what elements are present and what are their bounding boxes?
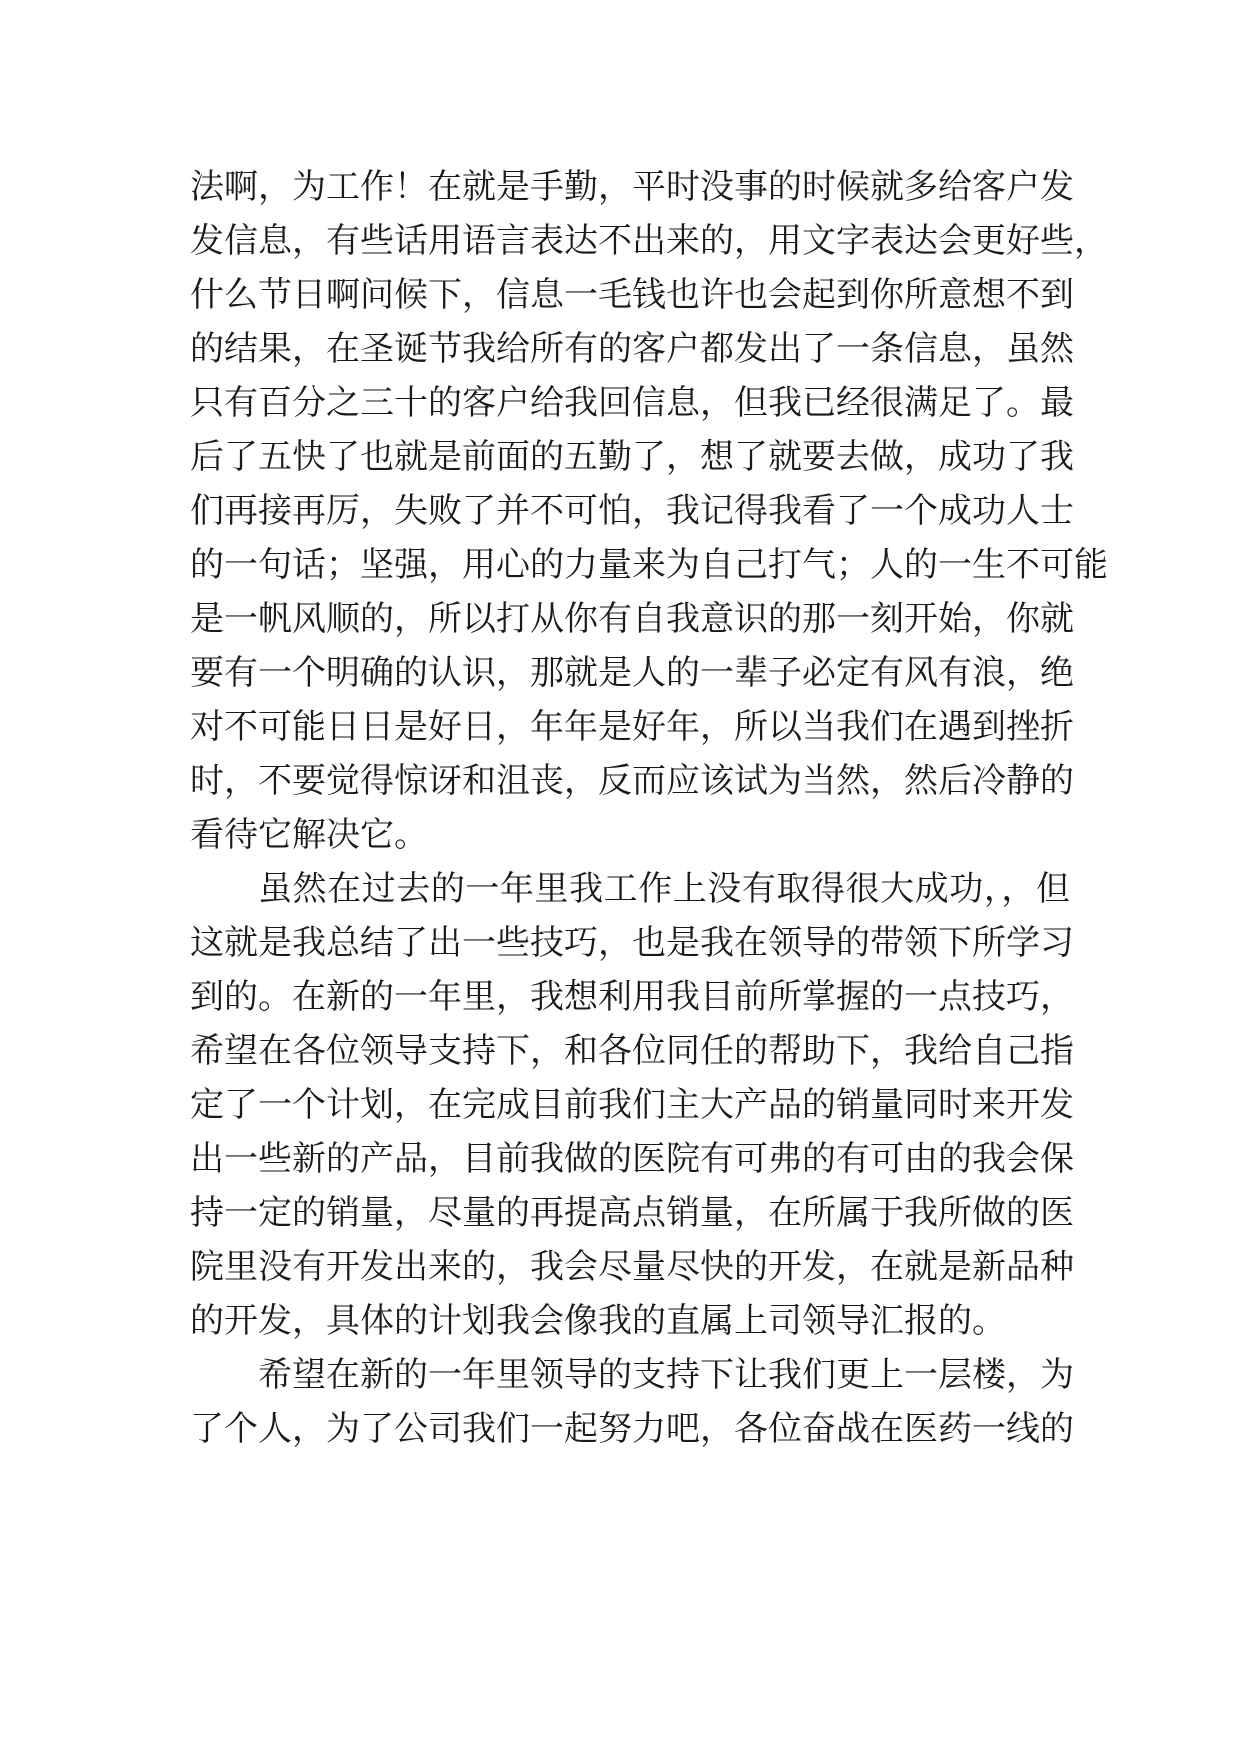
text-line: 是一帆风顺的，所以打从你有自我意识的那一刻开始，你就 — [190, 599, 1074, 639]
text-line: 出一些新的产品，目前我做的医院有可弗的有可由的我会保 — [190, 1139, 1074, 1179]
text-line: 了个人，为了公司我们一起努力吧，各位奋战在医药一线的 — [190, 1409, 1074, 1449]
text-line: 虽然在过去的一年里我工作上没有取得很大成功，，但 — [258, 869, 1070, 909]
text-line: 法啊，为工作！在就是手勤，平时没事的时候就多给客户发 — [190, 167, 1074, 207]
text-line: 时，不要觉得惊讶和沮丧，反而应该试为当然，然后冷静的 — [190, 761, 1074, 801]
text-line: 后了五快了也就是前面的五勤了，想了就要去做，成功了我 — [190, 437, 1074, 477]
text-line: 看待它解决它。 — [190, 815, 428, 855]
text-line: 的开发，具体的计划我会像我的直属上司领导汇报的。 — [190, 1301, 1006, 1341]
text-line: 这就是我总结了出一些技巧，也是我在领导的带领下所学习 — [190, 923, 1074, 963]
text-line: 的结果，在圣诞节我给所有的客户都发出了一条信息，虽然 — [190, 329, 1074, 369]
text-line: 希望在各位领导支持下，和各位同任的帮助下，我给自己指 — [190, 1031, 1074, 1071]
text-line: 持一定的销量，尽量的再提高点销量，在所属于我所做的医 — [190, 1193, 1074, 1233]
text-line: 发信息，有些话用语言表达不出来的，用文字表达会更好些， — [190, 221, 1108, 261]
text-line: 院里没有开发出来的，我会尽量尽快的开发，在就是新品种 — [190, 1247, 1074, 1287]
text-line: 定了一个计划，在完成目前我们主大产品的销量同时来开发 — [190, 1085, 1074, 1125]
text-line: 的一句话；坚强，用心的力量来为自己打气；人的一生不可能 — [190, 545, 1108, 585]
text-line: 要有一个明确的认识，那就是人的一辈子必定有风有浪，绝 — [190, 653, 1074, 693]
text-line: 到的。在新的一年里，我想利用我目前所掌握的一点技巧， — [190, 977, 1074, 1017]
text-line: 对不可能日日是好日，年年是好年，所以当我们在遇到挫折 — [190, 707, 1074, 747]
text-line: 什么节日啊问候下，信息一毛钱也许也会起到你所意想不到 — [190, 275, 1074, 315]
text-line: 们再接再厉，失败了并不可怕，我记得我看了一个成功人士 — [190, 491, 1074, 531]
body-text — [190, 160, 1108, 1456]
text-line: 希望在新的一年里领导的支持下让我们更上一层楼，为 — [258, 1355, 1074, 1395]
text-line: 只有百分之三十的客户给我回信息，但我已经很满足了。最 — [190, 383, 1074, 423]
